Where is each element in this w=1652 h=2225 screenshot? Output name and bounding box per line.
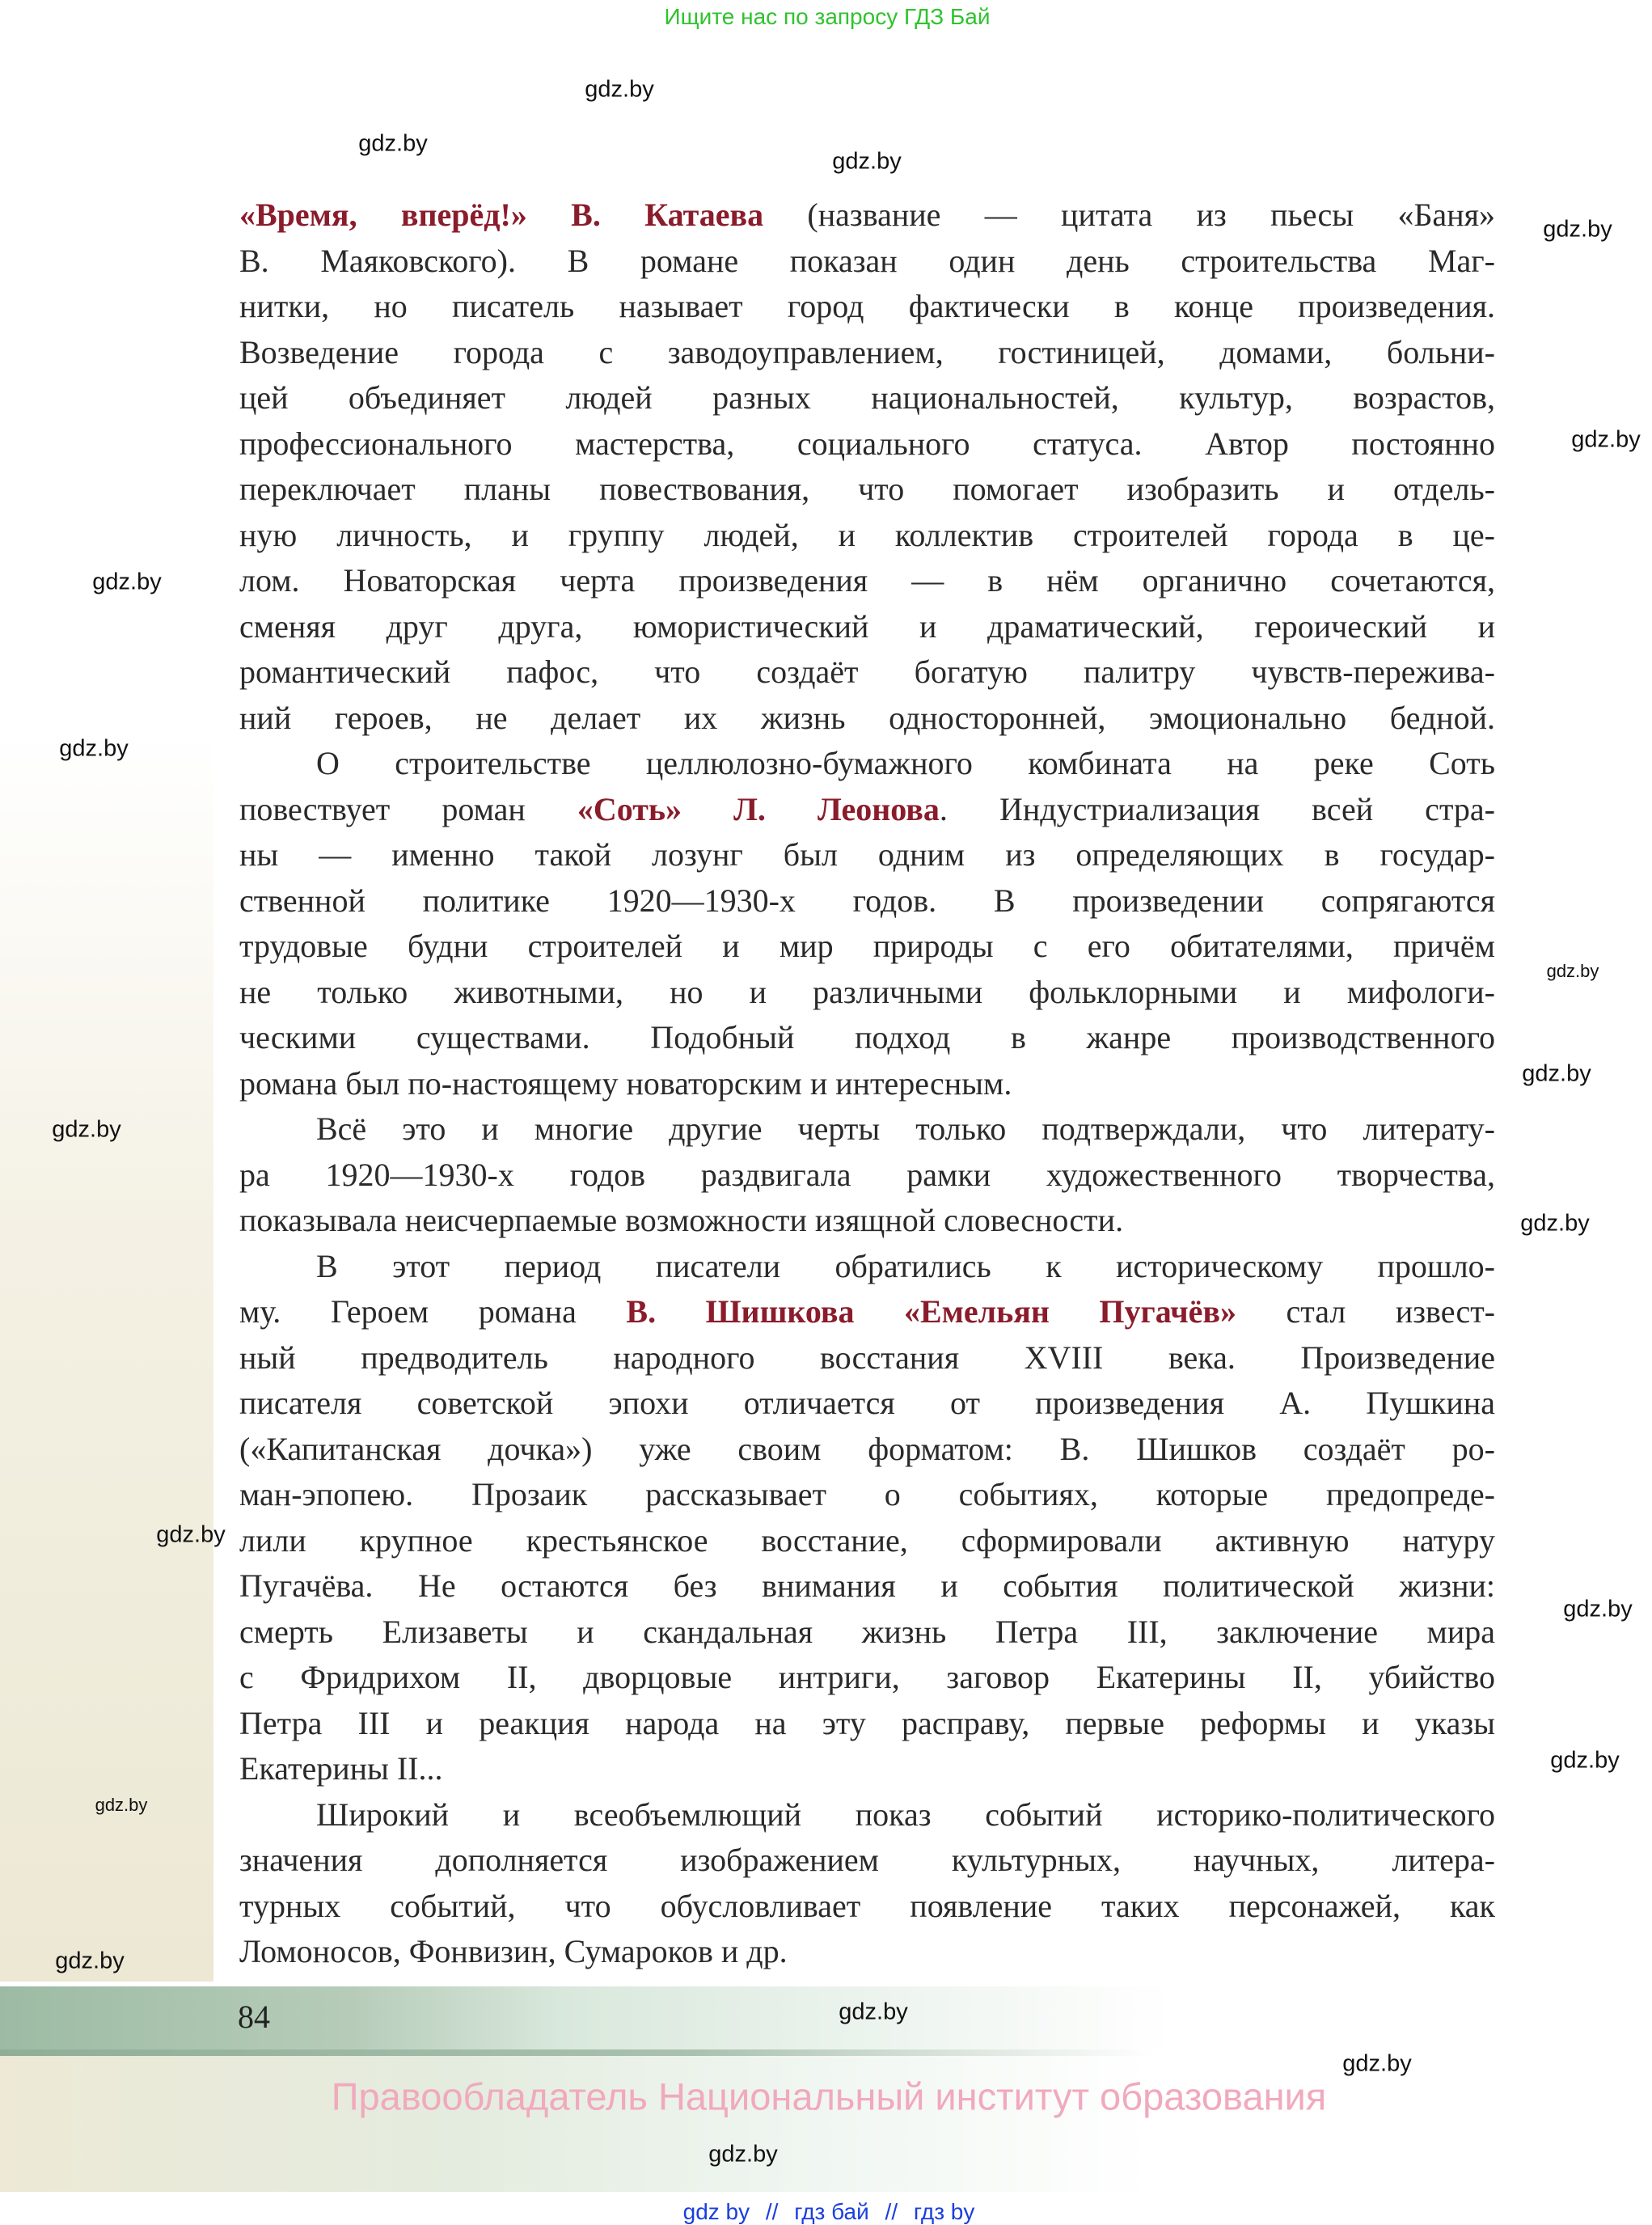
text-segment: романа был по-настоящему новаторским и интересным. [239, 1064, 1012, 1102]
footer-band [0, 1986, 1172, 2049]
footer-link-gdz-bai[interactable]: гдз бай [794, 2199, 869, 2224]
watermark: gdz.by [1342, 2050, 1412, 2077]
watermark: gdz.by [832, 148, 902, 175]
text-segment: Ломоносов, Фонвизин, Сумароков и др. [239, 1933, 788, 1969]
watermark: gdz.by [1522, 1060, 1591, 1087]
text-segment: значения дополняется изображением культурных, научных, литера- [239, 1842, 1495, 1878]
text-segment: О строительстве целлюлозно-бумажного комбината на реке Соть [316, 745, 1495, 781]
text-line [239, 1884, 1495, 1930]
text-segment: цей объединяет людей разных национальностей, культур, возрастов, [239, 379, 1495, 416]
text-segment: ний героев, не делает их жизнь односторонней, эмоционально бедной. [239, 699, 1495, 736]
text-segment: ны — именно такой лозунг был одним из определяющих в государ- [239, 836, 1495, 873]
text-segment: переключает планы повествования, что помогает изобразить и отдель- [239, 471, 1495, 507]
text-segment: романтический пафос, что создаёт богатую палитру чувств-пережива- [239, 654, 1495, 690]
text-segment: с Фридрихом II, дворцовые интриги, заговор Екатерины II, убийство [239, 1659, 1495, 1695]
text-segment: профессионального мастерства, социального статуса. Автор постоянно [239, 425, 1495, 462]
text-line [239, 924, 1495, 970]
text-line [239, 1838, 1495, 1884]
text-segment: повествует роман [239, 790, 577, 827]
watermark: gdz.by [59, 735, 129, 762]
work-title-highlight: «Соть» Л. Леонова [577, 790, 940, 827]
text-segment: сменяя друг друга, юмористический и драматический, героический и [239, 607, 1495, 645]
footer-separator: // [885, 2199, 898, 2224]
text-line [239, 192, 1495, 239]
text-segment: показывала неисчерпаемые возможности изящной словесности. [239, 1202, 1124, 1238]
text-segment: нитки, но писатель называет город фактически в конце произведения. [239, 288, 1495, 324]
left-decorative-bar [0, 728, 213, 1982]
text-segment: Широкий и всеобъемлющий показ событий историко-политического [316, 1796, 1495, 1833]
text-segment: лили крупное крестьянское восстание, сформировали активную натуру [239, 1521, 1495, 1559]
text-segment: («Капитанская дочка») уже своим форматом: В. Шишков создаёт ро- [239, 1430, 1495, 1467]
text-segment: ственной политике 1920—1930-х годов. В произведении сопрягаются [239, 882, 1495, 919]
text-segment: писателя советской эпохи отличается от произведения А. Пушкина [239, 1385, 1495, 1421]
text-line [239, 1472, 1495, 1518]
text-segment: Пугачёва. Не остаются без внимания и события политической жизни: [239, 1567, 1495, 1604]
text-line [239, 1610, 1495, 1656]
text-line [239, 375, 1495, 421]
text-line [239, 832, 1495, 878]
work-title-highlight: «Время, вперёд!» В. Катаева [239, 197, 764, 233]
text-line [239, 1061, 1495, 1107]
watermark: gdz.by [92, 569, 162, 595]
text-line [239, 1701, 1495, 1747]
watermark: gdz.by [839, 1999, 908, 2025]
watermark: gdz.by [52, 1116, 121, 1143]
text-segment: В. Маяковского). В романе показан один день строительства Маг- [239, 242, 1495, 279]
text-line [239, 604, 1495, 650]
text-segment: (название — цитата из пьесы «Баня» [763, 197, 1495, 233]
watermark: gdz.by [1520, 1210, 1590, 1237]
watermark: gdz.by [95, 1795, 148, 1815]
page-number: 84 [238, 1999, 270, 2035]
text-segment: . Индустриализация всей стра- [939, 790, 1495, 827]
text-line [239, 696, 1495, 742]
text-line [239, 1244, 1495, 1290]
footer-link-gdz-by[interactable]: gdz by [682, 2199, 750, 2224]
text-line [239, 1929, 1495, 1975]
copyright-notice: Правообладатель Национальный институт образования [331, 2075, 1327, 2118]
text-line [239, 330, 1495, 376]
text-segment: ный предводитель народного восстания XVIII века. Произведение [239, 1339, 1495, 1376]
watermark: gdz.by [585, 76, 654, 103]
text-line [239, 1335, 1495, 1381]
watermark: gdz.by [1563, 1596, 1633, 1622]
watermark: gdz.by [156, 1521, 226, 1548]
text-line [239, 1655, 1495, 1701]
text-line [239, 878, 1495, 924]
watermark: gdz.by [1543, 216, 1612, 243]
footer-band-line [0, 2049, 1156, 2056]
text-segment: ра 1920—1930-х годов раздвигала рамки художественного творчества, [239, 1156, 1495, 1193]
text-segment: ческими существами. Подобный подход в жанре производственного [239, 1019, 1495, 1055]
text-segment: стал извест- [1236, 1293, 1495, 1330]
text-line [239, 513, 1495, 559]
text-line [239, 239, 1495, 285]
text-line [239, 284, 1495, 330]
text-segment: Возведение города с заводоуправлением, гостиницей, домами, больни- [239, 333, 1495, 370]
watermark: gdz.by [708, 2141, 778, 2168]
text-line [239, 741, 1495, 787]
text-line [239, 970, 1495, 1016]
text-segment: Всё это и многие другие черты только подтверждали, что литерату- [316, 1110, 1495, 1147]
watermark: gdz.by [55, 1948, 125, 1974]
work-title-highlight: В. Шишкова «Емельян Пугачёв» [626, 1293, 1237, 1330]
footer-links [678, 2199, 980, 2225]
body-text [239, 192, 1495, 1975]
text-segment: ную личность, и группу людей, и коллектив строителей города в це- [239, 516, 1495, 553]
watermark: gdz.by [1546, 961, 1599, 981]
text-line [239, 1792, 1495, 1838]
text-line [239, 1427, 1495, 1473]
watermark: gdz.by [1550, 1747, 1620, 1774]
text-segment: В этот период писатели обратились к историческому прошло- [316, 1247, 1495, 1284]
text-line [239, 787, 1495, 833]
text-line [239, 1153, 1495, 1199]
text-line [239, 558, 1495, 604]
text-line [239, 649, 1495, 696]
top-search-banner[interactable]: Ищите нас по запросу ГДЗ Бай [664, 4, 991, 29]
text-segment: му. Героем романа [239, 1293, 627, 1330]
text-line [239, 1746, 1495, 1792]
text-line [239, 1289, 1495, 1335]
watermark: gdz.by [358, 130, 428, 157]
text-segment: лом. Новаторская черта произведения — в нём органично сочетаются, [239, 562, 1495, 599]
footer-separator: // [765, 2199, 779, 2224]
text-line [239, 1106, 1495, 1153]
watermark: gdz.by [1571, 426, 1641, 453]
text-segment: Петра III и реакция народа на эту расправу, первые реформы и указы [239, 1704, 1495, 1741]
text-line [239, 1381, 1495, 1427]
text-line [239, 1563, 1495, 1610]
text-segment: не только животными, но и различными фольклорными и мифологи- [239, 973, 1495, 1010]
text-segment: турных событий, что обусловливает появление таких персонажей, как [239, 1887, 1495, 1924]
text-line [239, 1198, 1495, 1244]
text-segment: трудовые будни строителей и мир природы с его обитателями, причём [239, 928, 1495, 964]
text-segment: Екатерины II... [239, 1750, 443, 1787]
text-line [239, 467, 1495, 513]
footer-link-gdz-by-cyr[interactable]: гдз by [913, 2199, 975, 2224]
text-segment: смерть Елизаветы и скандальная жизнь Петра III, заключение мира [239, 1613, 1495, 1650]
text-line [239, 1518, 1495, 1564]
text-segment: ман-эпопею. Прозаик рассказывает о событиях, которые предопреде- [239, 1476, 1495, 1512]
text-line [239, 421, 1495, 467]
text-line [239, 1015, 1495, 1061]
